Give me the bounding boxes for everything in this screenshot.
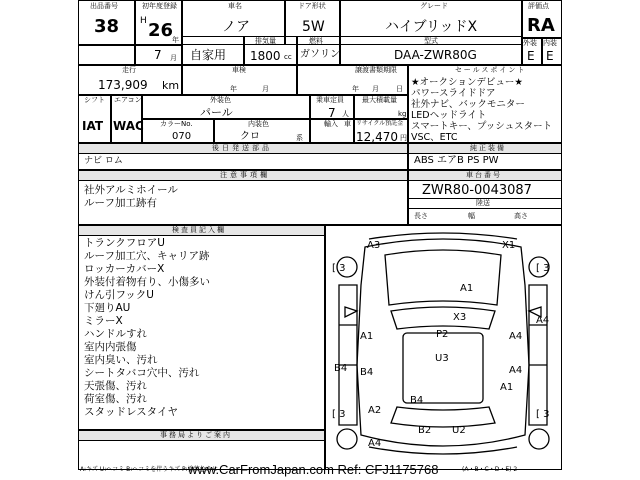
doors-label: ドア形状 <box>298 2 326 10</box>
recycle-unit: 円 <box>400 134 407 142</box>
inspector-line: 室内内張傷 <box>84 341 137 353</box>
tire-bl: [ 3 <box>332 409 346 420</box>
wheel-rear-left <box>337 429 357 449</box>
sales-lines <box>411 77 552 143</box>
recycle-label: リサイクル預託金 <box>356 120 404 127</box>
mileage-value: 173,909 <box>98 78 148 92</box>
inspector-line: けん引フックU <box>84 289 154 301</box>
xfer-day-unit: 日 <box>396 85 403 93</box>
roof-outline <box>403 333 483 403</box>
note-line: 社外アルミホイール <box>84 184 178 196</box>
mark-a1-right: A1 <box>500 382 514 393</box>
ext-label: 外装 <box>523 39 537 47</box>
height-label: 高さ <box>514 212 528 220</box>
mark-p2: P2 <box>436 329 449 340</box>
mark-a2: A2 <box>368 405 382 416</box>
note-line: ルーフ加工跡有 <box>84 197 157 209</box>
mark-u2: U2 <box>452 425 466 436</box>
int-score: E <box>546 49 554 63</box>
lot-number: 38 <box>94 16 120 37</box>
warn-label: 陸送 <box>476 199 490 207</box>
reg-year: 26 <box>148 20 174 41</box>
doors-value: 5W <box>302 19 325 35</box>
legend-left: A:キズ U:ヘコミ B:ヘコミを伴うキズ P:塗装色あせ <box>80 466 218 473</box>
usage-value: 自家用 <box>190 48 227 62</box>
legend-right: (A・B・C・D・E) 2 <box>462 466 518 473</box>
shift-value: IAT <box>82 119 104 133</box>
seats-label: 乗車定員 <box>316 96 344 104</box>
car-name: ノア <box>222 19 250 35</box>
score-value: RA <box>527 15 555 36</box>
notes-lines <box>84 184 178 210</box>
inspector-line: 荷室傷、汚れ <box>84 393 147 405</box>
watermark: www.CarFromJapan.com Ref: CFJ1175768 <box>188 462 439 477</box>
vin-value: ZWR80-0043087 <box>422 183 532 198</box>
mark-b4-l: B4 <box>360 367 374 378</box>
score-label: 評価点 <box>528 2 549 10</box>
model-label: 型式 <box>424 37 438 45</box>
grade-value: ハイブリッドX <box>385 19 478 35</box>
reg-year-unit: 年 <box>172 36 179 44</box>
sales-label: セールスポイント <box>455 66 527 74</box>
disp-label: 排気量 <box>255 37 276 45</box>
inspect-year-unit: 年 <box>230 85 237 93</box>
name-label: 車名 <box>228 2 242 10</box>
after-value: ナビ ロム <box>84 156 123 166</box>
reg-month-unit: 月 <box>170 54 177 62</box>
mark-x3: X3 <box>453 312 467 323</box>
windshield-outline <box>391 307 495 329</box>
mark-a4-rf: A4 <box>536 315 550 326</box>
inspect-label: 車検 <box>232 66 246 74</box>
inspector-line: 外装付着物有り、小傷多い <box>84 276 210 288</box>
mark-a4-rl: A4 <box>509 365 523 376</box>
inspector-line: トランクフロアU <box>84 237 165 249</box>
mark-a4-rm: A4 <box>509 331 523 342</box>
inspector-line: 天張傷、汚れ <box>84 380 147 392</box>
inspector-line: ロッカーカバーX <box>84 263 165 275</box>
sales-line: VSC、ETC <box>411 132 458 143</box>
ext-color-label: 外装色 <box>210 96 231 104</box>
disp-value: 1800 <box>250 49 281 63</box>
mirror-left <box>345 307 357 317</box>
after-label: 後日発送部品 <box>212 144 272 152</box>
mark-a3: A3 <box>367 240 381 251</box>
fuel-label: 燃料 <box>309 37 323 45</box>
sales-line: LEDヘッドライト <box>411 110 487 121</box>
color-no-label: カラーNo. <box>160 120 193 128</box>
mark-b4-lt: B4 <box>334 363 348 374</box>
mark-a1-left: A1 <box>360 331 374 342</box>
inspector-lines <box>84 237 210 419</box>
reg-month: 7 <box>154 48 162 62</box>
sales-line: パワースライドドア <box>411 88 496 99</box>
mileage-unit: km <box>162 79 180 92</box>
inspector-line: 室内臭い、汚れ <box>84 354 158 366</box>
model-value: DAA-ZWR80G <box>394 48 477 62</box>
len-label: 長さ <box>414 212 428 220</box>
xfer-month-unit: 月 <box>372 85 379 93</box>
lot-label: 出品番号 <box>90 2 118 10</box>
car-diagram <box>325 225 562 470</box>
tire-tl: [ 3 <box>332 263 346 274</box>
int-color-label: 内装色 <box>248 120 269 128</box>
inspector-line: ルーフ加工穴、キャリア跡 <box>84 250 210 262</box>
wheel-rear-right <box>529 429 549 449</box>
inspect-month-unit: 月 <box>262 85 269 93</box>
color-no-value: 070 <box>172 131 192 142</box>
ac-label: エアコン <box>114 96 142 104</box>
era-prefix: H <box>140 16 147 26</box>
inspector-line: ミラーX <box>84 315 123 327</box>
inspector-line: 下廻りAU <box>84 302 131 314</box>
inspector-line: スタッドレスタイヤ <box>84 406 178 418</box>
disp-unit: cc <box>284 53 292 61</box>
hood-outline <box>385 250 501 305</box>
fuel-value: ガソリン <box>300 49 340 60</box>
int-color-unit: 系 <box>296 134 303 142</box>
ext-color-value: パール <box>200 106 233 119</box>
equip-label: 純正装備 <box>470 144 506 152</box>
sales-line: スマートキー、プッシュスタート <box>411 121 553 132</box>
mark-u3: U3 <box>435 353 449 364</box>
rear-bumper-outline <box>369 447 517 454</box>
ext-score: E <box>527 49 535 63</box>
inspector-line: シートタバコ穴中、汚れ <box>84 367 200 379</box>
seats-value: 7 <box>328 106 336 120</box>
load-unit: kg <box>398 110 407 118</box>
width-label: 幅 <box>468 212 475 220</box>
equip-value: ABS エアB PS PW <box>414 155 499 166</box>
front-bumper-outline <box>369 233 517 239</box>
dims-row <box>408 208 562 225</box>
mileage-label: 走行 <box>122 66 136 74</box>
mark-a4-bottom: A4 <box>368 438 382 449</box>
int-label: 内装 <box>543 39 557 47</box>
lot-lower-cell <box>78 45 135 65</box>
mark-b4-bottom: B4 <box>410 395 424 406</box>
rear-glass-outline <box>391 407 495 427</box>
import-label: 輸入 <box>324 120 338 128</box>
left-side-outline <box>339 285 357 425</box>
seats-unit: 人 <box>342 110 349 118</box>
grade-label: グレード <box>420 2 448 10</box>
xfer-year-unit: 年 <box>352 85 359 93</box>
inspector-line: ハンドルすれ <box>84 328 147 340</box>
sales-line: 社外ナビ、バックモニター <box>411 99 525 110</box>
reg-label: 初年度登録 <box>142 2 177 10</box>
mark-x1: X1 <box>502 240 516 251</box>
int-color-value: クロ <box>240 131 260 142</box>
shift-label: シフト <box>84 96 105 104</box>
notes-label: 注意事項欄 <box>220 171 270 179</box>
mark-b2: B2 <box>418 425 432 436</box>
inspector-label: 検査員記入欄 <box>172 226 226 234</box>
import-value: 車 <box>344 120 351 128</box>
ac-value: WAC <box>113 119 144 133</box>
tire-br: [ 3 <box>536 409 550 420</box>
load-label: 最大積載量 <box>362 96 397 104</box>
right-side-outline <box>529 285 550 425</box>
vin-label: 車台番号 <box>466 171 502 179</box>
office-label: 事務局よりご案内 <box>160 431 232 439</box>
tire-tr: [ 3 <box>536 263 550 274</box>
sales-line: ★オークションデビュー★ <box>411 77 523 88</box>
recycle-value: 12,470 <box>356 130 398 144</box>
mark-a1-hood: A1 <box>460 283 474 294</box>
car-outline <box>357 239 529 446</box>
xfer-label: 譲渡書類期限 <box>355 66 397 74</box>
